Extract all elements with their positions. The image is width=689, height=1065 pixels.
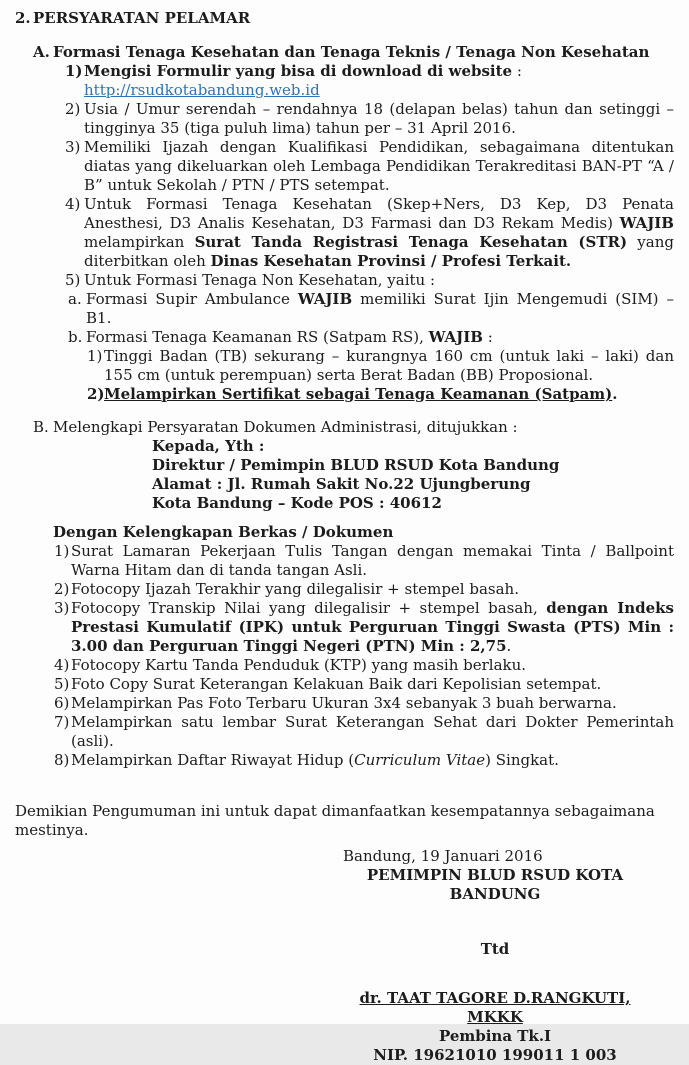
list-marker: b. — [68, 328, 83, 346]
address-line-1 — [152, 437, 674, 456]
address-line-3 — [152, 475, 674, 494]
text-run: dengan Indeks Prestasi Kumulatif (IPK) untuk Perguruan Tinggi Swasta (PTS) Min : 3.00 dan Perguruan Tinggi Negeri (PTN) Min : 2,75 — [71, 599, 674, 655]
item-a5 — [65, 271, 674, 290]
list-marker: 5) — [54, 675, 70, 693]
item-a1-link-line — [65, 81, 674, 100]
list-marker: 8) — [54, 751, 70, 769]
text-run: Kota Bandung – Kode POS : 40612 — [152, 494, 442, 512]
item-a5-text — [84, 271, 674, 290]
address-line-4-text — [152, 494, 674, 513]
text-run: . — [612, 385, 618, 403]
closing-paragraph-text — [15, 802, 674, 840]
item-a5-b1 — [87, 347, 674, 385]
item-b1-text — [71, 542, 674, 580]
sig-ttd-text — [335, 940, 655, 959]
item-b2-text — [71, 580, 674, 599]
item-b3-text — [71, 599, 674, 656]
item-b8-text — [71, 751, 674, 770]
section-a-heading-text — [53, 43, 674, 62]
text-run: Melampirkan Daftar Riwayat Hidup ( — [71, 751, 355, 769]
text-run: Bandung, 19 Januari 2016 — [343, 847, 543, 865]
text-run: melampirkan — [84, 233, 195, 251]
list-marker: 1) — [65, 62, 83, 80]
list-marker: 1) — [87, 347, 103, 365]
list-marker: 4) — [54, 656, 70, 674]
text-run: . — [506, 637, 512, 655]
item-b6-text — [71, 694, 674, 713]
text-run: : — [512, 62, 522, 80]
list-marker: B. — [33, 418, 49, 436]
text-run: Melampirkan satu lembar Surat Keterangan Sehat dari Dokter Pemerintah (asli). — [71, 713, 674, 750]
text-run: NIP. 19621010 199011 1 003 — [373, 1046, 617, 1064]
text-run: ) Singkat. — [485, 751, 559, 769]
item-a5-a-text — [86, 290, 674, 328]
list-marker: a. — [68, 290, 82, 308]
text-run: Dengan Kelengkapan Berkas / Dokumen — [53, 523, 394, 541]
sig-nip-text — [335, 1046, 655, 1065]
closing-paragraph — [15, 802, 674, 840]
list-marker: 2. — [15, 9, 31, 27]
website-link[interactable]: http://rsudkotabandung.web.id — [84, 81, 320, 99]
item-a5-b2-text — [104, 385, 674, 404]
item-b2 — [54, 580, 674, 599]
text-run: Untuk Formasi Tenaga Non Kesehatan, yaitu : — [84, 271, 436, 289]
text-run: Surat Tanda Registrasi Tenaga Kesehatan (STR) — [194, 233, 628, 251]
item-b7 — [54, 713, 674, 751]
sig-rank — [335, 1027, 655, 1046]
text-run: dr. TAAT TAGORE D.RANGKUTI, MKKK — [359, 989, 631, 1026]
item-a1 — [65, 62, 674, 81]
item-a2 — [65, 100, 674, 138]
text-run: Foto Copy Surat Keterangan Kelakuan Baik dari Kepolisian setempat. — [71, 675, 602, 693]
text-run: Dinas Kesehatan Provinsi / Profesi Terkait. — [210, 252, 572, 270]
item-b5-text — [71, 675, 674, 694]
text-run: Ttd — [480, 940, 510, 958]
text-run: Alamat : Jl. Rumah Sakit No.22 Ujungberung — [152, 475, 531, 493]
item-a5-b — [68, 328, 674, 347]
list-marker: 5) — [65, 271, 81, 289]
sig-date-text — [343, 847, 674, 866]
text-run: PERSYARATAN PELAMAR — [33, 9, 251, 27]
item-a5-b-text — [86, 328, 674, 347]
text-run: Mengisi Formulir yang bisa di download di website — [84, 62, 513, 80]
item-a1-text — [84, 62, 674, 81]
item-b8 — [54, 751, 674, 770]
sig-title — [335, 866, 655, 904]
text-run: Melampirkan Sertifikat sebagai Tenaga Keamanan (Satpam) — [104, 385, 613, 403]
announcement-document — [15, 9, 674, 1065]
sig-date — [343, 847, 674, 866]
text-run: Untuk Formasi Tenaga Kesehatan (Skep+Ners, D3 Kep, D3 Penata Anesthesi, D3 Analis Kesehatan, D3 Farmasi dan D3 Rekam Medis) — [84, 195, 674, 232]
address-line-2 — [152, 456, 674, 475]
text-run: Usia / Umur serendah – rendahnya 18 (delapan belas) tahun dan setinggi – tingginya 35 (tiga puluh lima) tahun per – 31 April 2016. — [84, 100, 674, 137]
address-line-3-text — [152, 475, 674, 494]
berkas-heading — [53, 523, 674, 542]
text-run: Demikian Pengumuman ini untuk dapat dimanfaatkan kesempatannya sebagaimana mestinya. — [15, 802, 655, 839]
text-run: PEMIMPIN BLUD RSUD KOTA BANDUNG — [366, 866, 624, 903]
text-run: Curriculum Vitae — [354, 751, 486, 769]
sig-name-text — [335, 989, 655, 1027]
list-marker: 2) — [87, 385, 105, 403]
text-run: Surat Lamaran Pekerjaan Tulis Tangan dengan memakai Tinta / Ballpoint Warna Hitam dan di tanda tangan Asli. — [71, 542, 674, 579]
item-a4-text — [84, 195, 674, 271]
item-b3 — [54, 599, 674, 656]
text-run: Melampirkan Pas Foto Terbaru Ukuran 3x4 sebanyak 3 buah berwarna. — [71, 694, 617, 712]
sig-name — [335, 989, 655, 1027]
section-b-heading — [33, 418, 674, 437]
list-marker: 2) — [54, 580, 70, 598]
item-a3-text — [84, 138, 674, 195]
item-b6 — [54, 694, 674, 713]
text-run: Memiliki Ijazah dengan Kualifikasi Pendidikan, sebagaimana ditentukan diatas yang dikeluarkan oleh Lembaga Pendidikan Terakreditasi BAN-PT “A / B” untuk Sekolah / PTN / PTS setempat. — [84, 138, 674, 194]
text-run: Formasi Tenaga Keamanan RS (Satpam RS), — [86, 328, 429, 346]
item-a1-link-line-text — [84, 81, 674, 100]
text-run: Fotocopy Transkip Nilai yang dilegalisir + stempel basah, — [71, 599, 547, 617]
item-b7-text — [71, 713, 674, 751]
item-a4 — [65, 195, 674, 271]
text-run: Formasi Supir Ambulance — [86, 290, 298, 308]
section-a-heading — [33, 43, 674, 62]
text-run: Tinggi Badan (TB) sekurang – kurangnya 160 cm (untuk laki – laki) dan 155 cm (untuk perempuan) serta Berat Badan (BB) Proposional. — [104, 347, 674, 384]
sig-title-text — [335, 866, 655, 904]
item-a5-b1-text — [104, 347, 674, 385]
item-b5 — [54, 675, 674, 694]
list-marker: A. — [33, 43, 50, 61]
list-marker: 1) — [54, 542, 70, 560]
item-b4 — [54, 656, 674, 675]
sig-nip — [335, 1046, 655, 1065]
item-a2-text — [84, 100, 674, 138]
text-run: Direktur / Pemimpin BLUD RSUD Kota Bandung — [152, 456, 560, 474]
sig-ttd — [335, 940, 655, 959]
list-marker: 6) — [54, 694, 70, 712]
address-line-1-text — [152, 437, 674, 456]
address-line-2-text — [152, 456, 674, 475]
text-run: Formasi Tenaga Kesehatan dan Tenaga Teknis / Tenaga Non Kesehatan — [53, 43, 650, 61]
text-run: Pembina Tk.I — [438, 1027, 552, 1045]
item-a5-b2 — [87, 385, 674, 404]
text-run: yang diterbitkan oleh — [84, 233, 674, 270]
list-marker: 3) — [54, 599, 70, 617]
item-b1 — [54, 542, 674, 580]
item-a5-a — [68, 290, 674, 328]
list-marker: 3) — [65, 138, 81, 156]
text-run: WAJIB — [428, 328, 483, 346]
list-marker: 2) — [65, 100, 81, 118]
text-run: Fotocopy Ijazah Terakhir yang dilegalisir + stempel basah. — [71, 580, 519, 598]
text-run: Fotocopy Kartu Tanda Penduduk (KTP) yang masih berlaku. — [71, 656, 527, 674]
text-run: Kepada, Yth : — [152, 437, 265, 455]
doc-title-text — [33, 9, 674, 28]
text-run: : — [482, 328, 493, 346]
address-line-4 — [152, 494, 674, 513]
list-marker: 7) — [54, 713, 70, 731]
item-b4-text — [71, 656, 674, 675]
text-run: memiliki Surat Ijin Mengemudi (SIM) – B1. — [86, 290, 674, 327]
text-run: WAJIB — [619, 214, 674, 232]
berkas-heading-text — [53, 523, 674, 542]
item-a3 — [65, 138, 674, 195]
doc-title — [15, 9, 674, 28]
list-marker: 4) — [65, 195, 81, 213]
section-b-heading-text — [53, 418, 674, 437]
text-run: WAJIB — [297, 290, 353, 308]
sig-rank-text — [335, 1027, 655, 1046]
text-run: Melengkapi Persyaratan Dokumen Administrasi, ditujukkan : — [53, 418, 518, 436]
